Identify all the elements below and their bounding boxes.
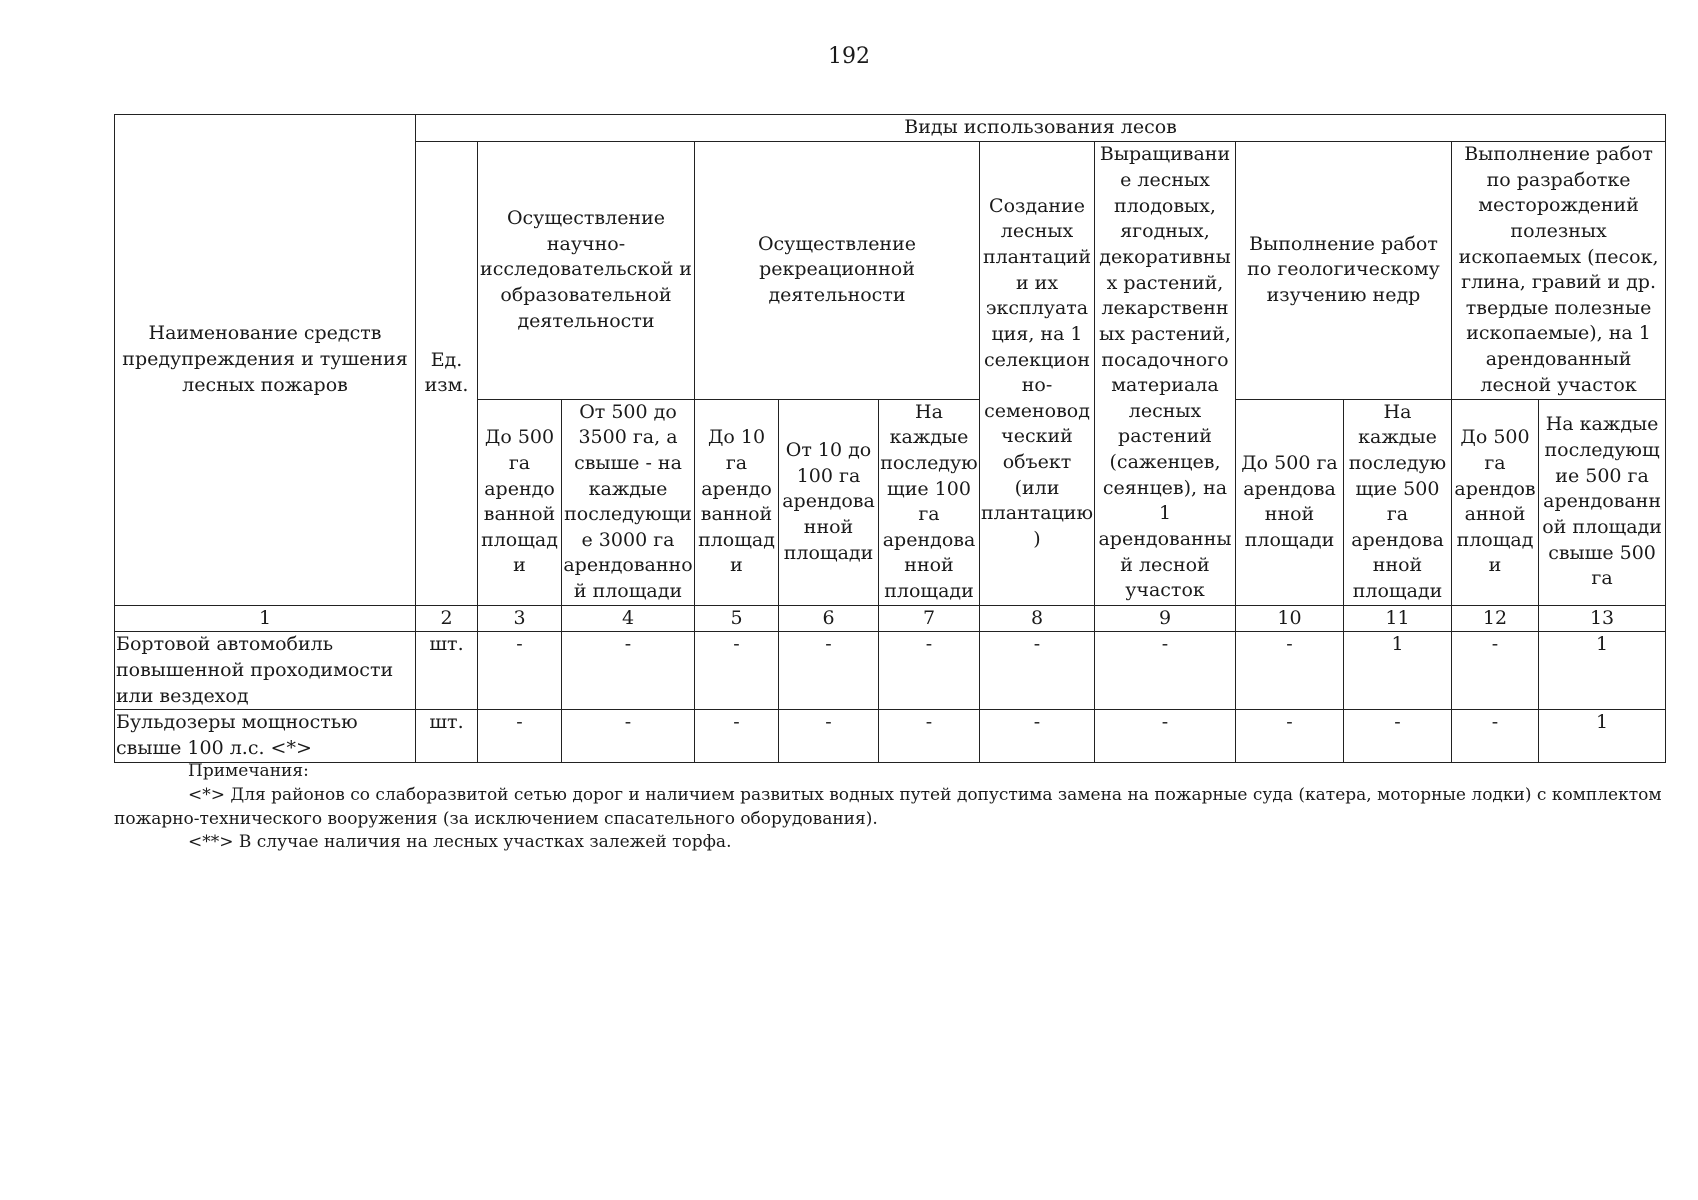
row-unit: шт.	[416, 710, 478, 762]
column-number: 9	[1095, 605, 1236, 632]
row-value: -	[1095, 710, 1236, 762]
column-number: 5	[695, 605, 779, 632]
row-unit: шт.	[416, 632, 478, 710]
subheader-col10: До 500 га арендованной площади	[1236, 399, 1344, 605]
row-value: 1	[1344, 632, 1452, 710]
column-number: 8	[980, 605, 1095, 632]
column-number: 12	[1452, 605, 1539, 632]
row-value: -	[1452, 710, 1539, 762]
header-plantations: Создание лесных плантаций и их эксплуатация, на 1 селекционно-семеноводческий объект (или плантацию)	[980, 141, 1095, 605]
row-value: -	[1236, 632, 1344, 710]
row-value: 1	[1539, 710, 1666, 762]
row-value: -	[562, 632, 695, 710]
subheader-col5: До 10 га арендованной площади	[695, 399, 779, 605]
table-row	[115, 632, 1666, 710]
column-number: 10	[1236, 605, 1344, 632]
note-1: <*> Для районов со слаборазвитой сетью дорог и наличием развитых водных путей допустима замена на пожарные суда (катера, моторные лодки) с комплектом пожарно-технического вооружения (за исключением спасательного оборудования).	[114, 784, 1662, 829]
header-unit: Ед. изм.	[416, 141, 478, 605]
row-value: -	[695, 710, 779, 762]
row-value: -	[1095, 632, 1236, 710]
row-value: 1	[1539, 632, 1666, 710]
column-number: 3	[478, 605, 562, 632]
row-value: -	[562, 710, 695, 762]
subheader-col12: До 500 га арендованной площади	[1452, 399, 1539, 605]
forest-fire-equipment-table	[114, 114, 1666, 763]
column-number: 1	[115, 605, 416, 632]
column-number: 2	[416, 605, 478, 632]
row-value: -	[478, 632, 562, 710]
row-value: -	[1344, 710, 1452, 762]
column-number: 11	[1344, 605, 1452, 632]
row-value: -	[1236, 710, 1344, 762]
table-row	[115, 710, 1666, 762]
header-name: Наименование средств предупреждения и тушения лесных пожаров	[115, 115, 416, 606]
column-number: 6	[779, 605, 879, 632]
row-value: -	[779, 632, 879, 710]
row-value: -	[695, 632, 779, 710]
column-number-row	[115, 605, 1666, 632]
row-value: -	[1452, 632, 1539, 710]
header-research: Осуществление научно-исследовательской и образовательной деятельности	[478, 141, 695, 399]
header-recreation: Осуществление рекреационной деятельности	[695, 141, 980, 399]
subheader-col4: От 500 до 3500 га, а свыше - на каждые последующие 3000 га арендованной площади	[562, 399, 695, 605]
row-value: -	[478, 710, 562, 762]
column-number: 4	[562, 605, 695, 632]
header-mining: Выполнение работ по разработке месторождений полезных ископаемых (песок, глина, гравий и др. твердые полезные ископаемые), на 1 арендованный лесной участок	[1452, 141, 1666, 399]
page-number: 192	[828, 44, 870, 69]
subheader-col6: От 10 до 100 га арендованной площади	[779, 399, 879, 605]
subheader-col11: На каждые последующие 500 га арендованной площади	[1344, 399, 1452, 605]
note-2: <**> В случае наличия на лесных участках залежей торфа.	[188, 832, 732, 853]
row-value: -	[879, 710, 980, 762]
column-number: 7	[879, 605, 980, 632]
notes-section	[114, 760, 1664, 855]
header-geology: Выполнение работ по геологическому изучению недр	[1236, 141, 1452, 399]
row-value: -	[879, 632, 980, 710]
row-value: -	[980, 710, 1095, 762]
header-group-title: Виды использования лесов	[416, 115, 1666, 142]
notes-title: Примечания:	[188, 761, 309, 781]
header-growing: Выращивание лесных плодовых, ягодных, декоративных растений, лекарственных растений, посадочного материала лесных растений (саженцев, сеянцев), на 1 арендованный лесной участок	[1095, 141, 1236, 605]
row-item-name: Бортовой автомобиль повышенной проходимости или вездеход	[115, 632, 416, 710]
subheader-col13: На каждые последующие 500 га арендованной площади свыше 500 га	[1539, 399, 1666, 605]
row-value: -	[980, 632, 1095, 710]
subheader-col3: До 500 га арендованной площади	[478, 399, 562, 605]
column-number: 13	[1539, 605, 1666, 632]
row-value: -	[779, 710, 879, 762]
row-item-name: Бульдозеры мощностью свыше 100 л.с. <*>	[115, 710, 416, 762]
subheader-col7: На каждые последующие 100 га арендованной площади	[879, 399, 980, 605]
